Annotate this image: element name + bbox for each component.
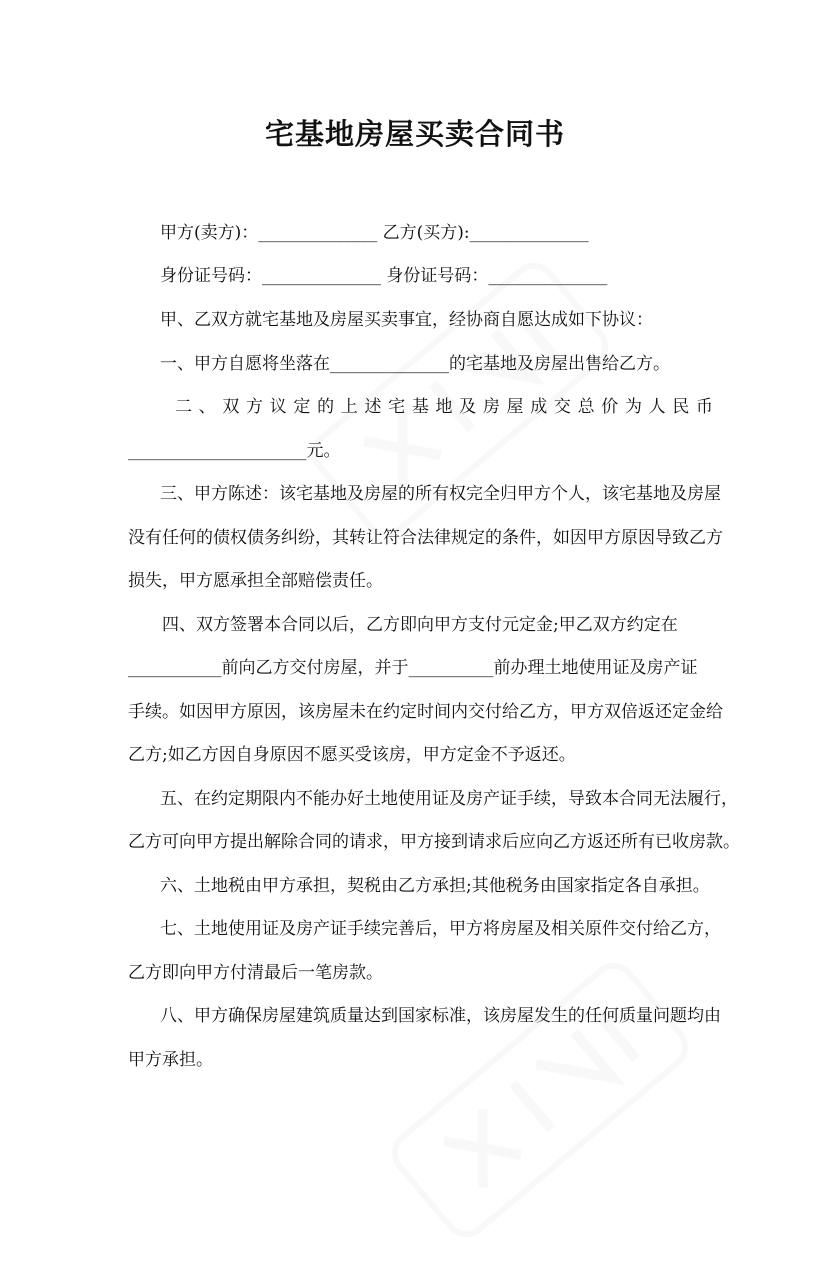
clause-3-cont-1: 没有任何的债权债务纠纷，其转让符合法律规定的条件，如因甲方原因导致乙方 bbox=[128, 528, 723, 548]
clause-3-cont-2: 损失，甲方愿承担全部赔偿责任。 bbox=[128, 571, 383, 591]
clause-4-cont-3: 乙方;如乙方因自身原因不愿买受该房，甲方定金不予返还。 bbox=[128, 745, 576, 765]
clause-5: 五、在约定期限内不能办好土地使用证及房产证手续，导致本合同无法履行， bbox=[160, 789, 738, 809]
clause-4: 四、双方签署本合同以后，乙方即向甲方支付元定金;甲乙双方约定在 bbox=[162, 615, 678, 635]
clause-4-cont-2: 手续。如因甲方原因，该房屋未在约定时间内交付给乙方，甲方双倍返还定金给 bbox=[128, 702, 723, 722]
clause-5-cont: 乙方可向甲方提出解除合同的请求，甲方接到请求后应向乙方返还所有已收房款。 bbox=[128, 832, 740, 852]
clause-8-cont: 甲方承担。 bbox=[128, 1050, 213, 1070]
clause-2-cont: _____________________元。 bbox=[128, 441, 341, 461]
party-line: 甲方(卖方)：______________ 乙方(买方):______________ bbox=[160, 223, 589, 243]
clause-6: 六、土地税由甲方承担，契税由乙方承担;其他税务由国家指定各自承担。 bbox=[160, 876, 710, 896]
clause-1: 一、甲方自愿将坐落在______________的宅基地及房屋出售给乙方。 bbox=[160, 354, 670, 374]
clause-7-cont: 乙方即向甲方付清最后一笔房款。 bbox=[128, 963, 383, 983]
agreement-intro: 甲、乙双方就宅基地及房屋买卖事宜，经协商自愿达成如下协议： bbox=[160, 310, 653, 330]
clause-2: 二、双方议定的上述宅基地及房屋成交总价为人民币 bbox=[175, 397, 713, 417]
clause-8: 八、甲方确保房屋建筑质量达到国家标准，该房屋发生的任何质量问题均由 bbox=[160, 1006, 721, 1026]
clause-3: 三、甲方陈述：该宅基地及房屋的所有权完全归甲方个人，该宅基地及房屋 bbox=[160, 484, 721, 504]
document-title: 宅基地房屋买卖合同书 bbox=[264, 117, 565, 151]
clause-4-cont-1: ___________前向乙方交付房屋，并于__________前办理土地使用证及房产证 bbox=[128, 658, 698, 678]
clause-7: 七、土地使用证及房产证手续完善后，甲方将房屋及相关原件交付给乙方， bbox=[160, 919, 721, 939]
id-number-line: 身份证号码：______________ 身份证号码：______________ bbox=[160, 266, 608, 286]
